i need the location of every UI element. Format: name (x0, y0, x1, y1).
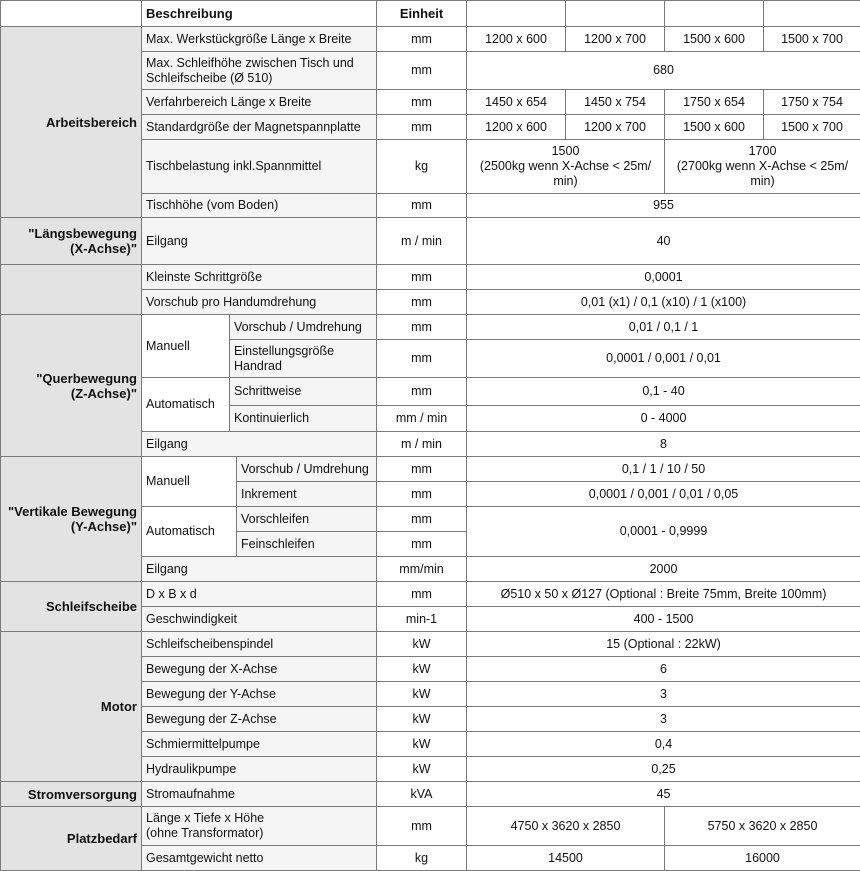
row-value: 1500 x 600 (665, 115, 764, 140)
row-value: 0,1 / 1 / 10 / 50 (467, 457, 860, 482)
group-empty (1, 265, 142, 315)
row-desc: Stromaufnahme (142, 782, 377, 807)
row-desc: Vorschleifen (237, 507, 377, 532)
row-desc: Gesamtgewicht netto (142, 846, 377, 871)
row-desc: Tischhöhe (vom Boden) (142, 194, 377, 218)
row-unit: kW (377, 632, 467, 657)
row-value: 0,01 / 0,1 / 1 (467, 315, 860, 340)
row-desc: Inkrement (237, 482, 377, 507)
row-desc: Bewegung der Y-Achse (142, 682, 377, 707)
row-desc: Hydraulikpumpe (142, 757, 377, 782)
row-unit: kg (377, 846, 467, 871)
row-unit: kW (377, 707, 467, 732)
row-value: 0,4 (467, 732, 860, 757)
row-value: 6 (467, 657, 860, 682)
group-arbeitsbereich: Arbeitsbereich (1, 27, 142, 218)
row-desc: Kontinuierlich (230, 406, 377, 432)
row-unit: mm (377, 265, 467, 290)
group-laengsbewegung: "Längsbewegung (X-Achse)" (1, 218, 142, 265)
row-desc: Schrittweise (230, 378, 377, 406)
row-value: 2000 (467, 557, 860, 582)
header-corner (1, 1, 142, 27)
row-unit: kW (377, 757, 467, 782)
row-desc: Vorschub / Umdrehung (230, 315, 377, 340)
row-value: 400 - 1500 (467, 607, 860, 632)
header-model-126: 126CA-iQ (467, 1, 566, 27)
header-model-156: 156CA-iQ (665, 1, 764, 27)
row-value: 1200 x 600 (467, 27, 566, 52)
row-desc: Schleifscheibenspindel (142, 632, 377, 657)
row-value: Ø510 x 50 x Ø127 (Optional : Breite 75mm, Breite 100mm) (467, 582, 860, 607)
row-unit: kg (377, 140, 467, 194)
row-value: 1500 x 600 (665, 27, 764, 52)
row-value: 4750 x 3620 x 2850 (467, 807, 665, 846)
row-value: 14500 (467, 846, 665, 871)
row-desc: Länge x Tiefe x Höhe (ohne Transformator) (142, 807, 377, 846)
row-unit: kW (377, 682, 467, 707)
row-desc: Schmiermittelpumpe (142, 732, 377, 757)
row-unit: kVA (377, 782, 467, 807)
row-desc: Geschwindigkeit (142, 607, 377, 632)
row-desc: Eilgang (142, 432, 377, 457)
row-unit: mm (377, 27, 467, 52)
row-value: 5750 x 3620 x 2850 (665, 807, 860, 846)
row-value: 15 (Optional : 22kW) (467, 632, 860, 657)
row-desc: Eilgang (142, 218, 377, 265)
subgroup-automatisch: Automatisch (142, 378, 230, 432)
group-querbewegung: "Querbewegung (Z-Achse)" (1, 315, 142, 457)
group-schleifscheibe: Schleifscheibe (1, 582, 142, 632)
row-desc: Verfahrbereich Länge x Breite (142, 90, 377, 115)
row-unit: mm (377, 315, 467, 340)
table-row (1, 265, 860, 290)
row-value: 0,01 (x1) / 0,1 (x10) / 1 (x100) (467, 290, 860, 315)
row-value: 0,0001 (467, 265, 860, 290)
row-value: 1200 x 700 (566, 115, 665, 140)
row-unit: mm (377, 290, 467, 315)
row-unit: m / min (377, 432, 467, 457)
table-row (1, 315, 860, 340)
row-desc: Vorschub / Umdrehung (237, 457, 377, 482)
row-desc: Bewegung der Z-Achse (142, 707, 377, 732)
row-value: 955 (467, 194, 860, 218)
header-beschreibung: Beschreibung (142, 1, 377, 27)
row-unit: mm / min (377, 406, 467, 432)
group-vertikal: "Vertikale Bewegung (Y-Achse)" (1, 457, 142, 582)
subgroup-automatisch: Automatisch (142, 507, 237, 557)
header-model-127: 127CA-iQ (566, 1, 665, 27)
row-value: 0,0001 / 0,001 / 0,01 / 0,05 (467, 482, 860, 507)
row-unit: mm/min (377, 557, 467, 582)
row-value: 1200 x 600 (467, 115, 566, 140)
row-value: 0,0001 / 0,001 / 0,01 (467, 340, 860, 378)
row-unit: mm (377, 507, 467, 532)
row-value: 1750 x 754 (764, 90, 860, 115)
row-unit: mm (377, 115, 467, 140)
group-platz: Platzbedarf (1, 807, 142, 871)
table-row (1, 807, 860, 846)
row-value: 1450 x 654 (467, 90, 566, 115)
row-desc: Kleinste Schrittgröße (142, 265, 377, 290)
row-value: 1500 (2500kg wenn X-Achse < 25m/ min) (467, 140, 665, 194)
row-unit: mm (377, 457, 467, 482)
table-row (1, 218, 860, 265)
table-row (1, 457, 860, 482)
row-desc: Feinschleifen (237, 532, 377, 557)
row-value: 40 (467, 218, 860, 265)
row-unit: mm (377, 807, 467, 846)
row-unit: m / min (377, 218, 467, 265)
row-value: 3 (467, 682, 860, 707)
row-value: 1450 x 754 (566, 90, 665, 115)
row-value: 0,1 - 40 (467, 378, 860, 406)
row-desc: D x B x d (142, 582, 377, 607)
row-unit: min-1 (377, 607, 467, 632)
row-value: 680 (467, 52, 860, 90)
table-row (1, 782, 860, 807)
row-unit: mm (377, 194, 467, 218)
row-unit: kW (377, 657, 467, 682)
row-desc: Eilgang (142, 557, 377, 582)
row-value: 1750 x 654 (665, 90, 764, 115)
row-desc: Standardgröße der Magnetspannplatte (142, 115, 377, 140)
row-desc: Max. Werkstückgröße Länge x Breite (142, 27, 377, 52)
row-desc: Max. Schleifhöhe zwischen Tisch und Schleifscheibe (Ø 510) (142, 52, 377, 90)
row-unit: mm (377, 340, 467, 378)
table-row (1, 27, 860, 52)
row-unit: kW (377, 732, 467, 757)
row-value: 8 (467, 432, 860, 457)
subgroup-manuell: Manuell (142, 457, 237, 507)
row-value: 3 (467, 707, 860, 732)
row-value: 1200 x 700 (566, 27, 665, 52)
row-unit: mm (377, 378, 467, 406)
row-desc: Vorschub pro Handumdrehung (142, 290, 377, 315)
row-value: 1500 x 700 (764, 27, 860, 52)
row-value: 1500 x 700 (764, 115, 860, 140)
header-einheit: Einheit (377, 1, 467, 27)
header-row (1, 1, 860, 27)
table-row (1, 632, 860, 657)
table-row (1, 582, 860, 607)
row-unit: mm (377, 582, 467, 607)
row-value: 45 (467, 782, 860, 807)
row-unit: mm (377, 90, 467, 115)
group-motor: Motor (1, 632, 142, 782)
row-desc: Bewegung der X-Achse (142, 657, 377, 682)
row-unit: mm (377, 482, 467, 507)
row-value: 0,25 (467, 757, 860, 782)
row-desc: Einstellungsgröße Handrad (230, 340, 377, 378)
row-value: 0,0001 - 0,9999 (467, 507, 860, 557)
header-model-157: 157CA-iQ (764, 1, 860, 27)
row-unit: mm (377, 532, 467, 557)
row-value: 16000 (665, 846, 860, 871)
row-value: 1700 (2700kg wenn X-Achse < 25m/ min) (665, 140, 860, 194)
group-strom: Stromversorgung (1, 782, 142, 807)
row-value: 0 - 4000 (467, 406, 860, 432)
row-unit: mm (377, 52, 467, 90)
subgroup-manuell: Manuell (142, 315, 230, 378)
row-desc: Tischbelastung inkl.Spannmittel (142, 140, 377, 194)
